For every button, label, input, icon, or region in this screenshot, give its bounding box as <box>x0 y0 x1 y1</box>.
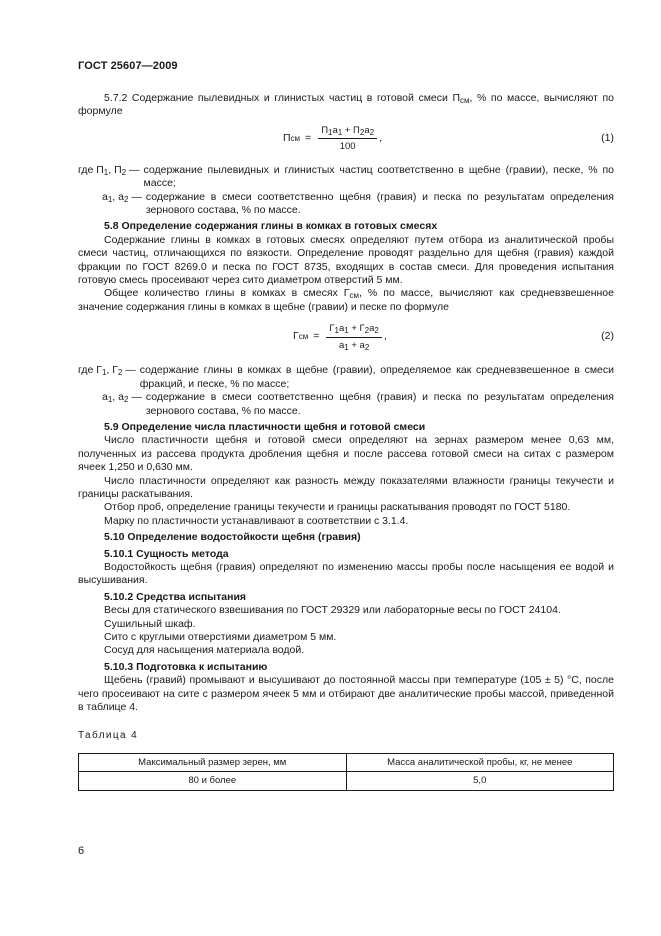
heading-5-8: 5.8 Определение содержания глины в комках в готовых смесях <box>104 220 438 233</box>
page-number: 6 <box>78 845 85 857</box>
heading-5-10-3: 5.10.3 Подготовка к испытанию <box>104 660 268 673</box>
formula-2: Г см = $\frac{Г_1а_1 + Г_2а_2}{а_1 + а_2}$ , (2) <box>293 323 614 352</box>
paragraph-5-10-2-d: Сосуд для насыщения материала водой. <box>104 644 305 657</box>
paragraph-5-10-2-b: Сушильный шкаф. <box>104 617 196 630</box>
paragraph-5-10-2-a: Весы для статического взвешивания по ГОСТ 29329 или лабораторные весы по ГОСТ 24104. <box>104 604 561 617</box>
paragraph-5-8-1: Содержание глины в комках в готовых смесях определяют путем отбора из аналитической пробы смеси частиц, отличающихся по вязкости. Определение проводят раздельно для щебня (гравия) каждой фракции по ГОСТ 8269.0 и песка по ГОСТ 8735, входящих в состав смеси. Для проведения испытания готовую смесь просеивают через сито диаметром отверстий 5 мм. <box>78 233 614 287</box>
heading-5-9: 5.9 Определение числа пластичности щебня и готовой смеси <box>104 420 426 433</box>
table-4 <box>78 753 614 791</box>
heading-5-10-1: 5.10.1 Сущность метода <box>104 547 229 560</box>
paragraph-5-10-1: Водостойкость щебня (гравия) определяют по изменению массы пробы после насыщения ее водой и высушивания. <box>78 560 614 587</box>
paragraph-5-10-2-c: Сито с круглыми отверстиями диаметром 5 мм. <box>104 631 337 643</box>
definition-a1-a2: $а_1$, $а_2$ — содержание в смеси соответственно щебня (гравия) и песка по результатам определения зернового состава, % по массе. <box>102 190 614 217</box>
table-cell: 5,0 <box>346 772 614 790</box>
definition-a1-a2-2: $а_1$, $а_2$ — содержание в смеси соответственно щебня (гравия) и песка по результатам определения зернового состава, % по массе. <box>102 391 614 417</box>
table-caption: Таблица 4 <box>78 730 139 742</box>
table-row <box>79 772 614 790</box>
definition-g1-g2: где $Г_1$, $Г_2$ — содержание глины в комках в щебне (гравии), определяемое как средневзвешенное в смеси фракций, и песке, % по массе; <box>78 364 614 390</box>
table-header-cell: Максимальный размер зерен, мм <box>79 753 347 771</box>
heading-5-10: 5.10 Определение водостойкости щебня (гравия) <box>104 531 361 544</box>
paragraph-5-9-4: Марку по пластичности устанавливают в соответствии с 3.1.4. <box>104 514 409 527</box>
paragraph-5-10-3: Щебень (гравий) промывают и высушивают до постоянной массы при температуре (105 ± 5) °С, после чего просеивают на сите с размером ячеек 5 мм и отбирают две аналитические пробы массой, приведенной в таблице 4. <box>78 674 614 714</box>
equation-number-2: (2) <box>601 330 614 343</box>
formula-1: П см = $\frac{П_1а_1 + П_2а_2}{100}$ , (1) <box>283 124 614 153</box>
paragraph-5-9-1: Число пластичности щебня и готовой смеси определяют на зернах размером менее 0,63 мм, полученных из рассева продукта дробления щебня и после рассева готовой смеси на ситах с размером ячеек 1,250 и 0,630 мм. <box>78 434 614 474</box>
paragraph-5-7-2: 5.7.2 Содержание пылевидных и глинистых частиц в готовой смеси $П_{см}$, % по массе, вычисляют по формуле <box>78 92 615 118</box>
table-cell: 80 и более <box>79 772 347 790</box>
equation-number-1: (1) <box>601 131 614 144</box>
heading-5-10-2: 5.10.2 Средства испытания <box>104 590 247 603</box>
paragraph-5-9-3: Отбор проб, определение границы текучести и границы раскатывания проводят по ГОСТ 5180. <box>104 501 571 514</box>
table-header-row <box>79 753 614 771</box>
document-header: ГОСТ 25607—2009 <box>78 60 178 72</box>
document-body <box>78 92 614 791</box>
table-header-cell: Масса аналитической пробы, кг, не менее <box>346 753 614 771</box>
definition-p1-p2: где $П_1$, $П_2$ — содержание пылевидных и глинистых частиц соответственно в щебне (гравии), песке, % по массе; <box>78 163 614 190</box>
paragraph-5-8-2: Общее количество глины в комках в смесях $Г_{см}$, % по массе, вычисляют как средневзвешенное значение содержания глины в комках в щебне (гравии) и песке по формуле <box>78 287 614 313</box>
paragraph-5-9-2: Число пластичности определяют как разность между показателями влажности границы текучести и границы раскатывания. <box>78 474 614 500</box>
